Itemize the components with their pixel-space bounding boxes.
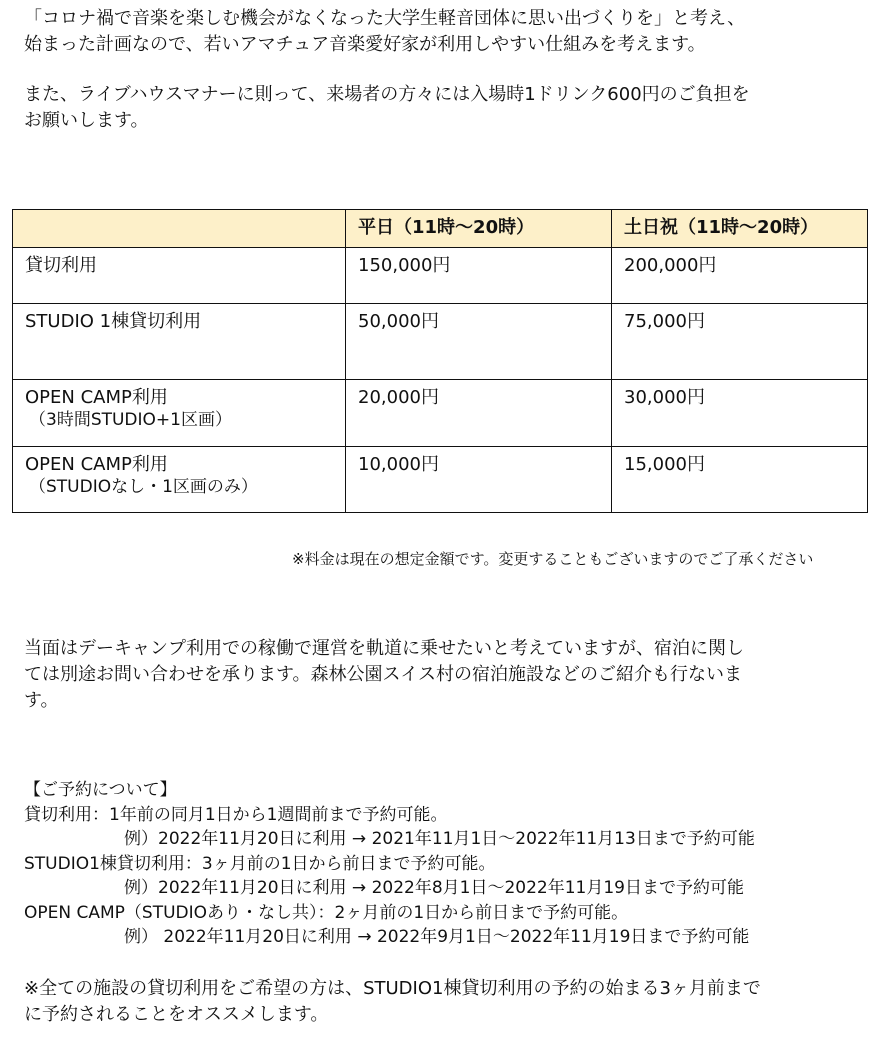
weekend-price: 15,000円 xyxy=(612,447,868,513)
weekend-price: 75,000円 xyxy=(612,304,868,380)
intro-paragraph xyxy=(24,6,745,58)
intro-line: 始まった計画なので、若いアマチュア音楽愛好家が利用しやすい仕組みを考えます。 xyxy=(24,34,706,55)
plan-cell xyxy=(13,248,346,304)
plan-label: STUDIO 1棟貸切利用 xyxy=(25,311,202,332)
reservation-example: 例）2022年11月20日に利用 → 2021年11月1日〜2022年11月13日まで予約可能 xyxy=(124,829,755,849)
camp-info-line: 当面はデーキャンプ利用での稼働で運営を軌道に乗せたいと考えていますが、宿泊に関し xyxy=(24,638,744,659)
recommend-paragraph xyxy=(24,976,761,1028)
header-blank xyxy=(13,210,346,248)
reservation-section xyxy=(24,778,755,950)
reservation-rule: OPEN CAMP（STUDIOあり・なし共）：2ヶ月前の1日から前日まで予約可能。 xyxy=(24,902,629,923)
header-weekday: 平日（11時〜20時） xyxy=(346,210,612,248)
table-row xyxy=(13,447,868,513)
recommend-line: に予約されることをオススメします。 xyxy=(24,1004,329,1025)
reservation-heading: 【ご予約について】 xyxy=(24,780,177,800)
plan-label: OPEN CAMP利用 xyxy=(25,387,168,408)
drink-manner-paragraph xyxy=(24,82,750,134)
pricing-table xyxy=(12,209,868,513)
plan-sublabel: （3時間STUDIO+1区画） xyxy=(29,410,232,430)
pricing-header-row xyxy=(13,210,868,248)
table-row xyxy=(13,248,868,304)
reservation-rule: 貸切利用：1年前の同月1日から1週間前まで予約可能。 xyxy=(24,804,448,825)
header-weekend: 土日祝（11時〜20時） xyxy=(612,210,868,248)
reservation-example: 例） 2022年11月20日に利用 → 2022年9月1日〜2022年11月19日まで予約可能 xyxy=(124,927,750,947)
intro-line: 「コロナ禍で音楽を楽しむ機会がなくなった大学生軽音団体に思い出づくりを」と考え、 xyxy=(24,8,746,29)
recommend-line: ※全ての施設の貸切利用をご希望の方は、STUDIO1棟貸切利用の予約の始まる3ヶ月前まで xyxy=(24,978,761,999)
manner-line: お願いします。 xyxy=(24,110,149,131)
plan-label: 貸切利用 xyxy=(25,255,97,276)
table-row xyxy=(13,304,868,380)
camp-info-line: ては別途お問い合わせを承ります。森林公園スイス村の宿泊施設などのご紹介も行ないま xyxy=(24,664,743,685)
reservation-example: 例）2022年11月20日に利用 → 2022年8月1日〜2022年11月19日まで予約可能 xyxy=(124,878,745,898)
weekday-price: 10,000円 xyxy=(346,447,612,513)
manner-line: また、ライブハウスマナーに則って、来場者の方々には入場時1ドリンク600円のご負担を xyxy=(24,84,750,105)
weekday-price: 150,000円 xyxy=(346,248,612,304)
weekday-price: 50,000円 xyxy=(346,304,612,380)
camp-info-paragraph xyxy=(24,636,744,714)
plan-cell xyxy=(13,380,346,447)
weekday-price: 20,000円 xyxy=(346,380,612,447)
reservation-rule: STUDIO1棟貸切利用：3ヶ月前の1日から前日まで予約可能。 xyxy=(24,853,496,874)
plan-sublabel: （STUDIOなし・1区画のみ） xyxy=(29,477,258,497)
plan-cell xyxy=(13,447,346,513)
plan-cell xyxy=(13,304,346,380)
plan-label: OPEN CAMP利用 xyxy=(25,454,168,475)
weekend-price: 200,000円 xyxy=(612,248,868,304)
camp-info-line: す。 xyxy=(24,690,59,711)
weekend-price: 30,000円 xyxy=(612,380,868,447)
pricing-note: ※料金は現在の想定金額です。変更することもございますのでご了承ください xyxy=(292,550,814,568)
table-row xyxy=(13,380,868,447)
